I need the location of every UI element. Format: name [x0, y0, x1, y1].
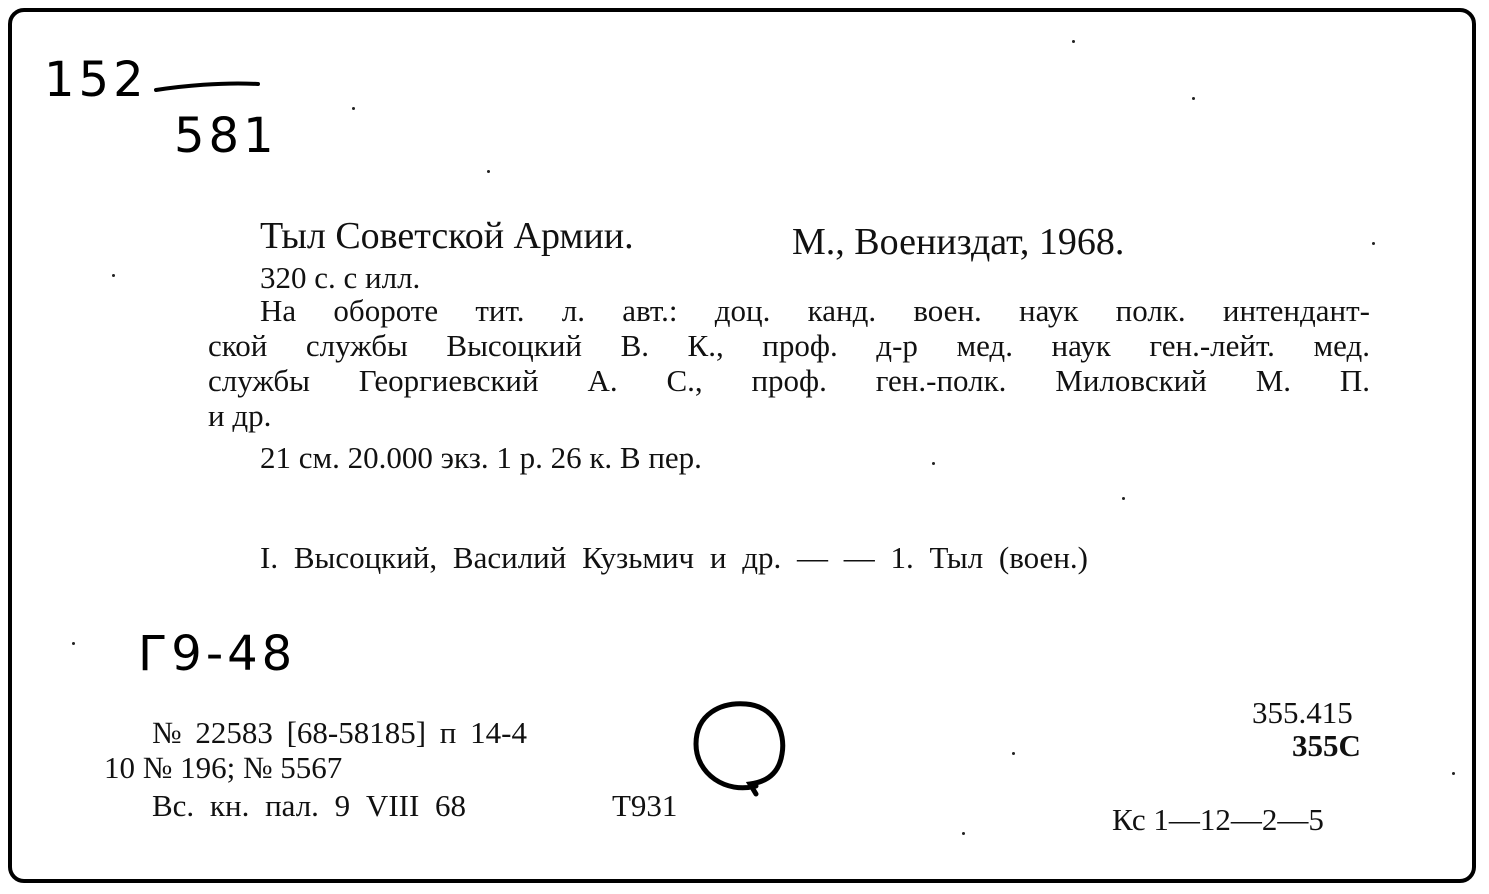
scan-speck [932, 462, 935, 465]
entry-note-line-1: На обороте тит. л. авт.: доц. канд. воен. наук полк. интендант- [260, 293, 1370, 328]
scan-speck [1452, 772, 1455, 775]
scan-speck [72, 642, 75, 645]
entry-tracing: I. Высоцкий, Василий Кузьмич и др. — — 1. Тыл (воен.) [260, 540, 1088, 575]
entry-note-line-3: службы Георгиевский А. С., проф. ген.-полк. Миловский М. П. [208, 363, 1370, 398]
footer-classification: 355.415 [1252, 695, 1353, 730]
scan-speck [487, 170, 490, 173]
catalog-card [8, 8, 1476, 883]
footer-code: Т931 [612, 788, 678, 823]
footer-author-mark: 355С [1292, 728, 1361, 763]
entry-title: Тыл Советской Армии. [260, 215, 634, 257]
scan-speck [962, 832, 965, 835]
scan-speck [1012, 752, 1015, 755]
footer-library: Вс. кн. пал. 9 VIII 68 [152, 788, 467, 823]
scan-speck [352, 107, 355, 110]
handwritten-code-bottom: 581 [174, 108, 278, 164]
entry-imprint: М., Воениздат, 1968. [792, 221, 1125, 263]
entry-note-line-2: ской службы Высоцкий В. К., проф. д-р мед. наук ген.-лейт. мед. [208, 328, 1370, 363]
entry-pages: 320 с. с илл. [260, 260, 421, 295]
scan-speck [112, 274, 115, 277]
scan-speck [1192, 97, 1195, 100]
scan-speck [1122, 497, 1125, 500]
handwritten-code-top: 152 [44, 52, 148, 108]
footer-card-number: Кс 1—12—2—5 [1112, 802, 1324, 837]
handwritten-shelf-code: Г9-48 [138, 626, 297, 682]
entry-physical: 21 см. 20.000 экз. 1 р. 26 к. В пер. [260, 440, 702, 475]
scan-speck [1072, 40, 1075, 43]
footer-order: № 22583 [68-58185] п 14-4 [152, 715, 527, 750]
footer-copies: 10 № 196; № 5567 [104, 750, 343, 785]
entry-note-line-4: и др. [208, 398, 272, 433]
handwritten-fraction-line [152, 76, 262, 96]
circle-mark-icon [686, 694, 796, 804]
scan-speck [1372, 242, 1375, 245]
